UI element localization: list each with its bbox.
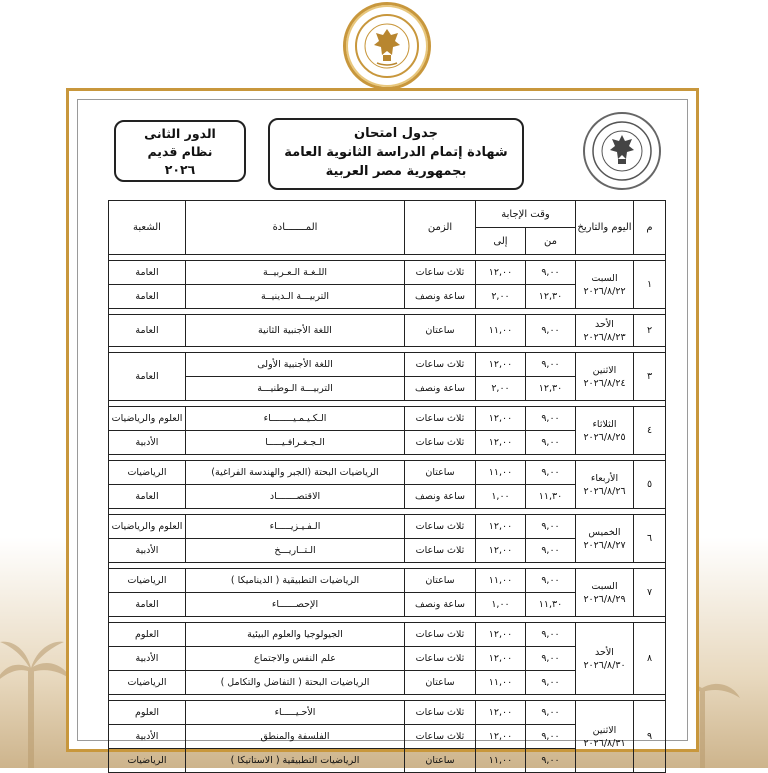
to-time: ١٢,٠٠ [476,647,526,671]
duration: ساعتان [405,671,476,695]
from-time: ٩,٠٠ [526,261,576,285]
eagle-emblem-icon [590,119,654,183]
day-date-cell [576,701,634,773]
header-duration: الزمن [405,201,476,255]
subject-name: اللـغـة الـعـربيــة [186,261,405,285]
row-number: ٥ [634,461,666,509]
from-time: ٩,٠٠ [526,539,576,563]
track-name: العلوم والرياضيات [109,515,186,539]
table-row [109,515,666,539]
day-date-cell [576,569,634,617]
duration: ساعة ونصف [405,377,476,401]
row-number: ٦ [634,515,666,563]
day-date-cell [576,461,634,509]
duration: ساعتان [405,569,476,593]
to-time: ١٢,٠٠ [476,407,526,431]
track-name: العامة [109,485,186,509]
track-name: العلوم [109,623,186,647]
to-time: ١١,٠٠ [476,671,526,695]
day-date-cell [576,407,634,455]
day-name: الأحد [595,646,614,658]
subject-name: اللغة الأجنبية الثانية [186,315,405,347]
schedule-paper [77,99,688,766]
subject-name: الأحـيـــــاء [186,701,405,725]
from-time: ٩,٠٠ [526,407,576,431]
subject-name: الرياضيات البحتة (الجبر والهندسة الفراغية) [186,461,405,485]
track-name: الرياضيات [109,671,186,695]
track-name: الأدبية [109,539,186,563]
day-name: الأحد [595,318,614,330]
header-track: الشعبة [109,201,186,255]
round-line-3: ٢٠٢٦ [164,162,196,177]
track-name: الأدبية [109,647,186,671]
to-time: ١٢,٠٠ [476,701,526,725]
to-time: ١١,٠٠ [476,315,526,347]
from-time: ٩,٠٠ [526,671,576,695]
day-name: الخميس [588,526,621,538]
subject-name: الرياضيات التطبيقية ( الاستاتيكا ) [186,749,405,773]
duration: ساعة ونصف [405,485,476,509]
day-date-cell [576,515,634,563]
to-time: ١٢,٠٠ [476,353,526,377]
from-time: ٩,٠٠ [526,749,576,773]
from-time: ١٢,٣٠ [526,285,576,309]
duration: ثلاث ساعات [405,431,476,455]
table-row [109,407,666,431]
subject-name: الـتــاريـــخ [186,539,405,563]
to-time: ١٢,٠٠ [476,261,526,285]
track-name: الرياضيات [109,749,186,773]
from-time: ٩,٠٠ [526,461,576,485]
duration: ساعة ونصف [405,593,476,617]
track-name: الأدبية [109,431,186,455]
from-time: ٩,٠٠ [526,647,576,671]
title-line-1: جدول امتحان [354,126,438,141]
subject-name: الرياضيات البحتة ( التفاضل والتكامل ) [186,671,405,695]
from-time: ٩,٠٠ [526,353,576,377]
to-time: ١١,٠٠ [476,749,526,773]
track-name: العامة [109,353,186,401]
exam-date: ٢٠٢٦/٨/٣٠ [583,659,626,671]
table-row [109,353,666,377]
header-from: من [526,228,576,255]
exam-round-box [114,120,246,182]
ministry-logo-top [343,2,431,90]
table-row [109,461,666,485]
from-time: ٩,٠٠ [526,623,576,647]
from-time: ١١,٣٠ [526,485,576,509]
row-number: ٨ [634,623,666,695]
from-time: ٩,٠٠ [526,431,576,455]
duration: ساعتان [405,461,476,485]
duration: ساعة ونصف [405,285,476,309]
to-time: ٢,٠٠ [476,377,526,401]
row-number: ٤ [634,407,666,455]
day-name: الاثنين [592,724,617,736]
header-answer-time: وقت الإجابة [476,201,576,228]
duration: ثلاث ساعات [405,261,476,285]
duration: ثلاث ساعات [405,515,476,539]
from-time: ٩,٠٠ [526,701,576,725]
track-name: العلوم والرياضيات [109,407,186,431]
duration: ثلاث ساعات [405,539,476,563]
day-date-cell [576,353,634,401]
duration: ثلاث ساعات [405,353,476,377]
track-name: الأدبية [109,725,186,749]
exam-date: ٢٠٢٦/٨/٢٦ [583,485,626,497]
track-name: العلوم [109,701,186,725]
subject-name: الاقتصـــــــاد [186,485,405,509]
exam-schedule-title-box [268,118,524,190]
header-day-date: اليوم والتاريخ [576,201,634,255]
from-time: ٩,٠٠ [526,725,576,749]
day-name: السبت [591,580,618,592]
exam-date: ٢٠٢٦/٨/٢٧ [583,539,626,551]
track-name: العامة [109,315,186,347]
duration: ساعتان [405,749,476,773]
table-row [109,261,666,285]
table-row [109,701,666,725]
track-name: العامة [109,285,186,309]
from-time: ٩,٠٠ [526,569,576,593]
subject-name: الـفـيـزيـــــاء [186,515,405,539]
title-line-2: شهادة إتمام الدراسة الثانوية العامة [284,145,508,160]
row-number: ٢ [634,315,666,347]
to-time: ١٢,٠٠ [476,515,526,539]
day-date-cell [576,315,634,347]
to-time: ١٢,٠٠ [476,431,526,455]
subject-name: الإحصــــــاء [186,593,405,617]
header-subject: المـــــــادة [186,201,405,255]
header-num: م [634,201,666,255]
subject-name: التربيـــة الـدينيــة [186,285,405,309]
exam-date: ٢٠٢٦/٨/٢٣ [583,331,626,343]
to-time: ٢,٠٠ [476,285,526,309]
day-name: الثلاثاء [592,418,617,430]
from-time: ١٢,٣٠ [526,377,576,401]
round-line-1: الدور الثانى [144,126,216,141]
table-row [109,569,666,593]
table-row [109,315,666,347]
to-time: ١,٠٠ [476,485,526,509]
exam-date: ٢٠٢٦/٨/٢٥ [583,431,626,443]
to-time: ١١,٠٠ [476,461,526,485]
row-number: ١ [634,261,666,309]
day-name: السبت [591,272,618,284]
from-time: ٩,٠٠ [526,515,576,539]
day-name: الاثنين [592,364,617,376]
eagle-emblem-icon [352,11,422,81]
day-date-cell [576,261,634,309]
subject-name: الجيولوجيا والعلوم البيئية [186,623,405,647]
row-number: ٧ [634,569,666,617]
subject-name: الفلسفة والمنطق [186,725,405,749]
from-time: ١١,٣٠ [526,593,576,617]
exam-date: ٢٠٢٦/٨/٢٢ [583,285,626,297]
duration: ثلاث ساعات [405,623,476,647]
from-time: ٩,٠٠ [526,315,576,347]
duration: ثلاث ساعات [405,407,476,431]
day-name: الأربعاء [590,472,619,484]
row-number: ٣ [634,353,666,401]
subject-name: الـجـغـرافـيـــــا [186,431,405,455]
duration: ثلاث ساعات [405,725,476,749]
to-time: ١,٠٠ [476,593,526,617]
schedule-frame [66,88,699,766]
exam-date: ٢٠٢٦/٨/٣١ [583,737,626,749]
subject-name: اللغة الأجنبية الأولى [186,353,405,377]
track-name: العامة [109,593,186,617]
exam-schedule-table [108,200,666,773]
duration: ثلاث ساعات [405,701,476,725]
subject-name: الـكـيـمـيــــــــاء [186,407,405,431]
track-name: الرياضيات [109,569,186,593]
to-time: ١٢,٠٠ [476,725,526,749]
round-line-2: نظام قديم [147,144,213,159]
ministry-logo-header [583,112,661,190]
to-time: ١١,٠٠ [476,569,526,593]
row-number: ٩ [634,701,666,773]
subject-name: الرياضيات التطبيقية ( الديناميكا ) [186,569,405,593]
track-name: الرياضيات [109,461,186,485]
exam-date: ٢٠٢٦/٨/٢٤ [583,377,626,389]
table-row [109,623,666,647]
to-time: ١٢,٠٠ [476,539,526,563]
duration: ساعتان [405,315,476,347]
track-name: العامة [109,261,186,285]
duration: ثلاث ساعات [405,647,476,671]
exam-date: ٢٠٢٦/٨/٢٩ [583,593,626,605]
day-date-cell [576,623,634,695]
subject-name: علم النفس والاجتماع [186,647,405,671]
title-line-3: بجمهورية مصر العربية [325,164,467,179]
subject-name: التربيـــة الـوطنيـــة [186,377,405,401]
to-time: ١٢,٠٠ [476,623,526,647]
header-to: إلى [476,228,526,255]
